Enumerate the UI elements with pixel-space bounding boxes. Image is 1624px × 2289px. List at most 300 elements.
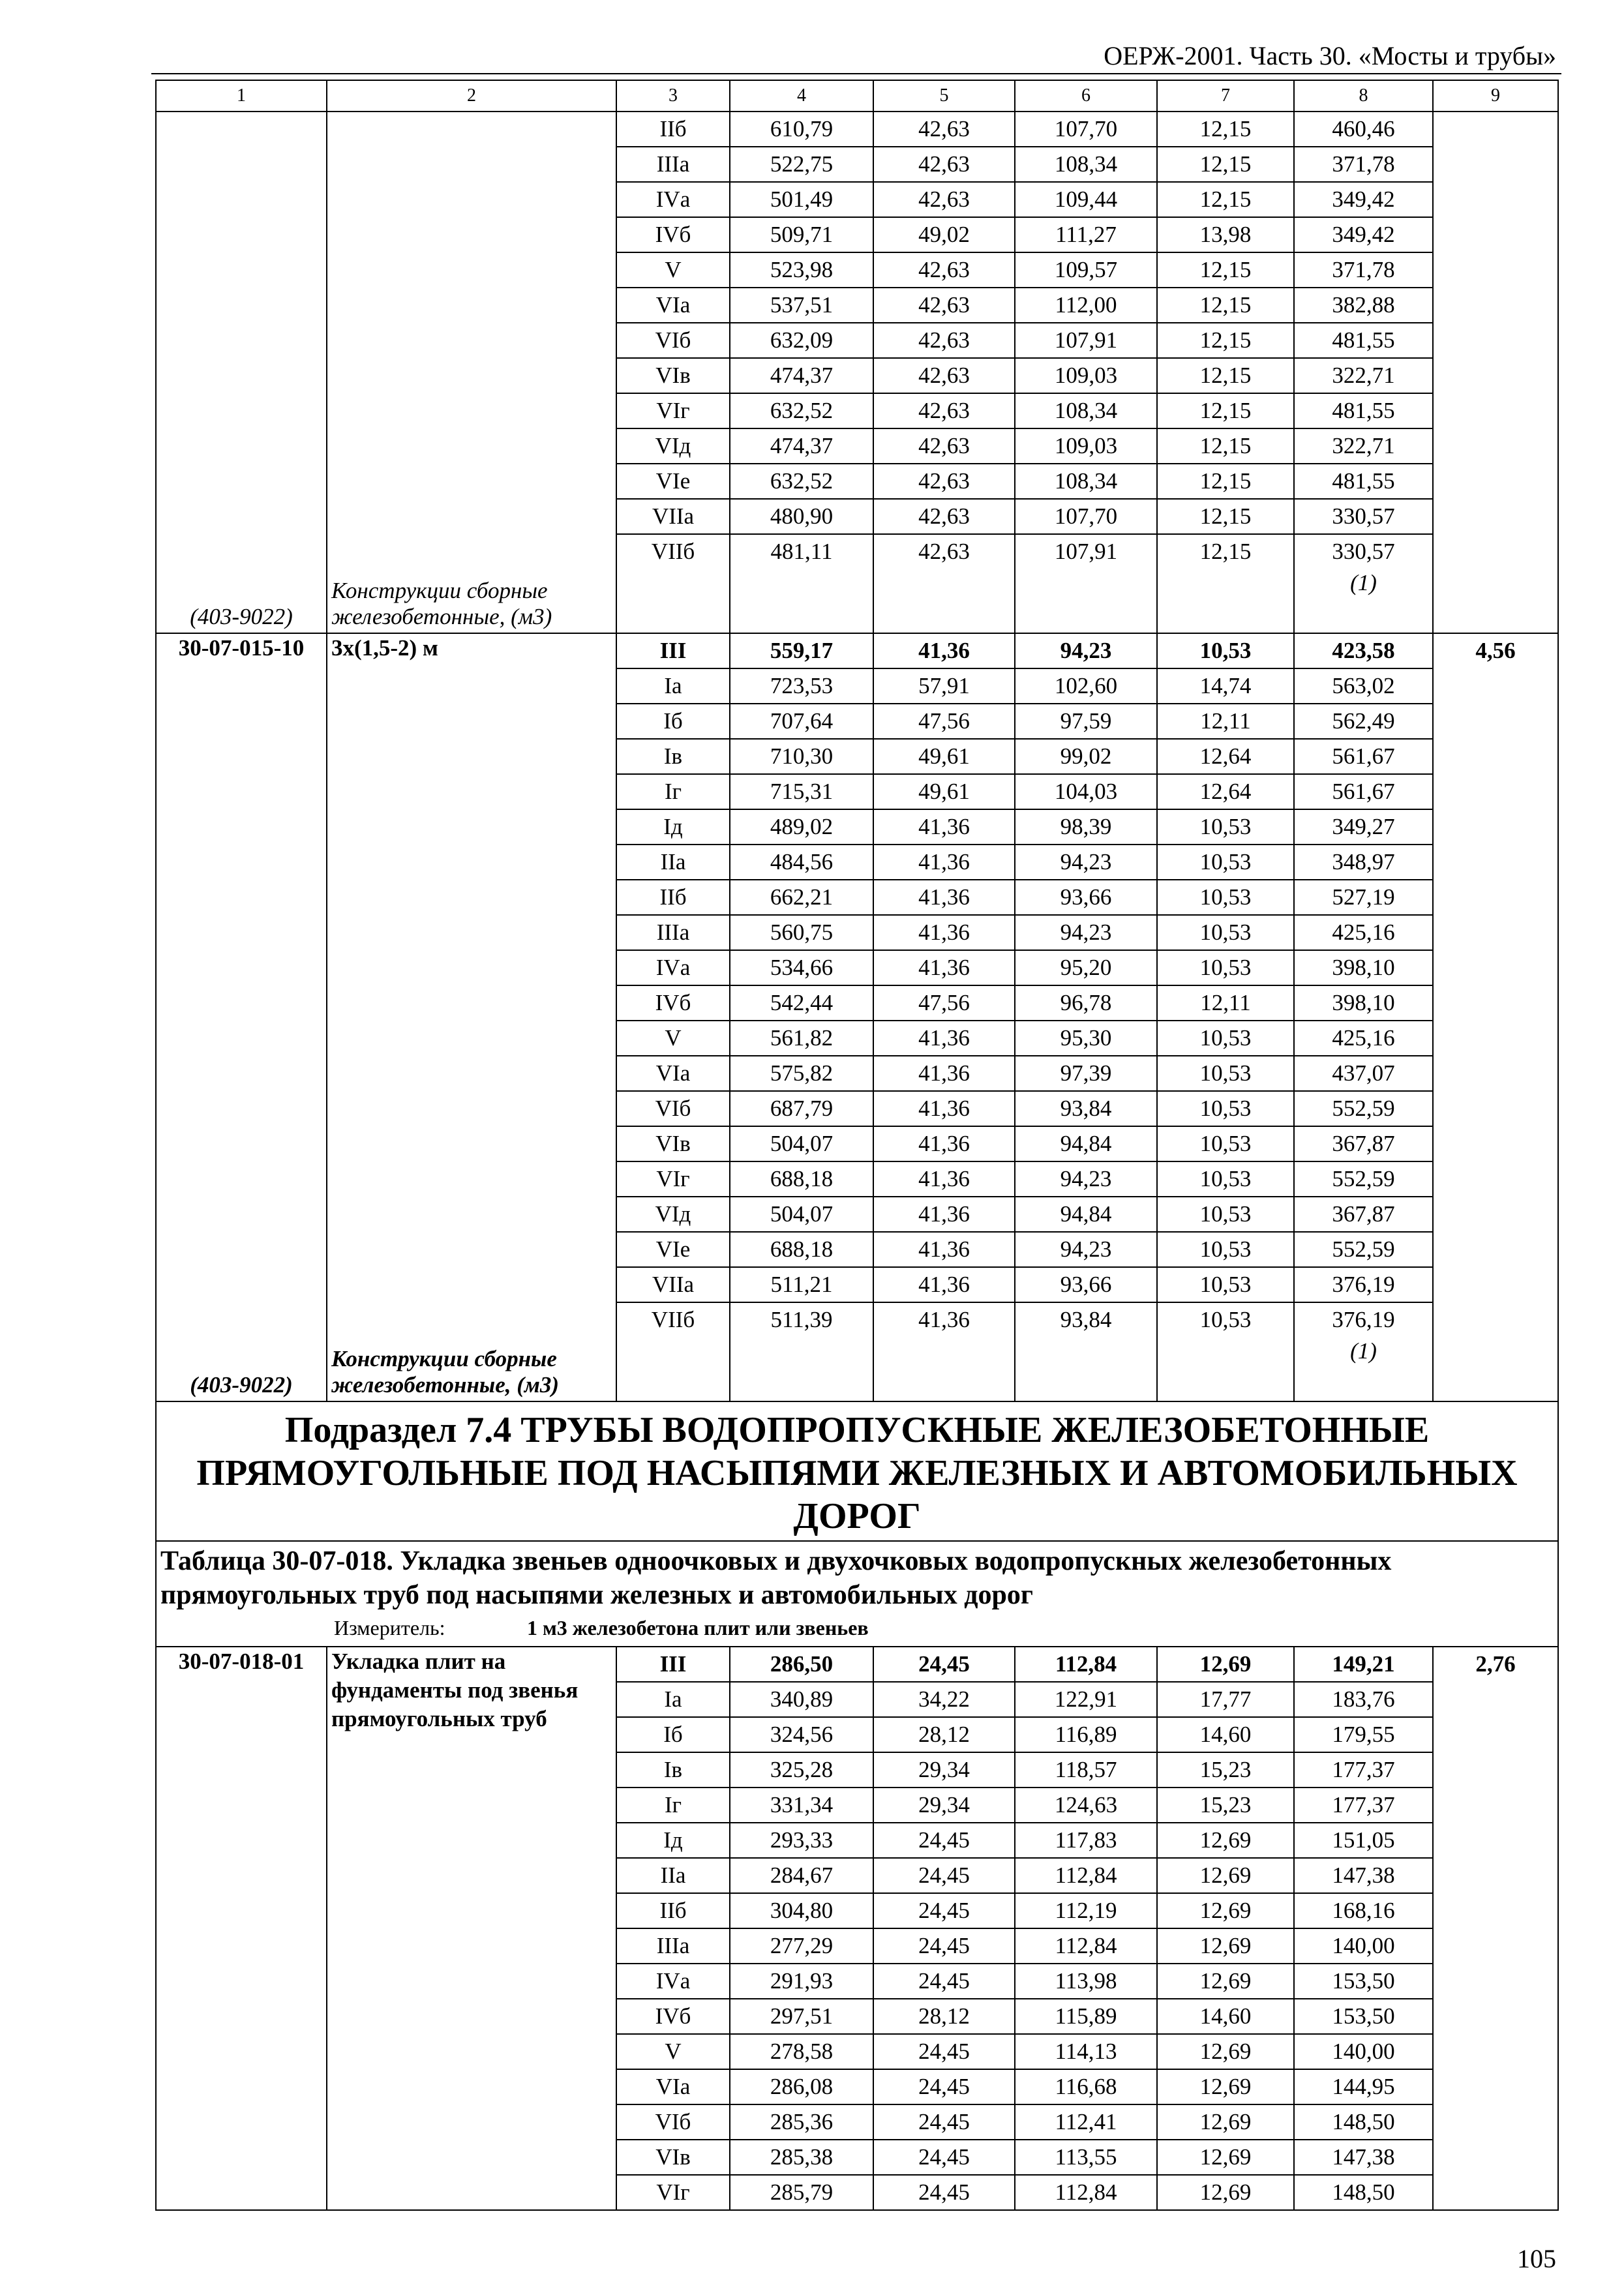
value: 41,36 (918, 849, 970, 875)
value: 147,38 (1332, 2144, 1395, 2170)
value-cell (1015, 2140, 1157, 2175)
zone-label: VIIб (651, 1307, 695, 1332)
value-cell (1157, 1647, 1294, 1682)
value-cell (1157, 739, 1294, 774)
zone-label: VIIа (652, 503, 695, 529)
value-cell (873, 985, 1015, 1021)
zone-label: Iа (664, 1686, 682, 1712)
value-cell (873, 217, 1015, 252)
value: 504,07 (770, 1201, 834, 1227)
value: 94,23 (1060, 638, 1112, 663)
value-cell (1294, 147, 1433, 182)
value-cell (873, 1267, 1015, 1302)
value-cell (873, 1232, 1015, 1267)
zone-cell (616, 739, 730, 774)
value-cell (730, 1752, 873, 1788)
value: 14,60 (1199, 1722, 1252, 1747)
zone-label: IIIа (656, 151, 690, 177)
value: 49,61 (918, 743, 970, 769)
value: 41,36 (918, 1307, 970, 1332)
value: 94,23 (1060, 849, 1112, 875)
value: 12,15 (1199, 363, 1252, 388)
value-cell (1015, 1197, 1157, 1232)
table-row (156, 112, 1558, 147)
value: 423,58 (1332, 638, 1395, 663)
value: 24,45 (918, 1827, 970, 1853)
value: 523,98 (770, 257, 834, 282)
zone-label: VIа (655, 292, 691, 318)
value: 94,23 (1060, 1166, 1112, 1191)
value: 41,36 (918, 955, 970, 980)
value-cell (1157, 147, 1294, 182)
value: 98,39 (1060, 814, 1112, 839)
value: 687,79 (770, 1096, 834, 1121)
value-cell (1157, 2140, 1294, 2175)
value-cell (1157, 1788, 1294, 1823)
value: 42,63 (918, 503, 970, 529)
value-cell (1294, 1232, 1433, 1267)
zone-label: Iв (663, 1757, 683, 1782)
value: 42,63 (918, 327, 970, 353)
value: 42,63 (918, 116, 970, 142)
zone-cell (616, 1091, 730, 1126)
value-cell (1157, 1021, 1294, 1056)
zone-label: Iд (663, 1827, 683, 1853)
value: 124,63 (1054, 1792, 1118, 1818)
value: 112,19 (1055, 1898, 1117, 1923)
value-cell (1157, 2175, 1294, 2210)
code-cell (156, 1647, 327, 2210)
value-cell (1294, 1788, 1433, 1823)
value: 325,28 (770, 1757, 834, 1782)
value-cell (730, 1302, 873, 1401)
value: 108,34 (1054, 151, 1118, 177)
value: 15,23 (1199, 1757, 1252, 1782)
value-cell (1015, 1126, 1157, 1161)
value-cell (1157, 1056, 1294, 1091)
value-cell (1015, 464, 1157, 499)
value-cell (1294, 1717, 1433, 1752)
zone-cell (616, 809, 730, 845)
value: 140,00 (1332, 1933, 1395, 1958)
value: 15,23 (1199, 1792, 1252, 1818)
zone-cell (616, 704, 730, 739)
value: 41,36 (918, 1096, 970, 1121)
value-cell (730, 1999, 873, 2034)
value-cell (730, 217, 873, 252)
code-cell (156, 633, 327, 1401)
value: 286,50 (770, 1651, 834, 1677)
value: 285,79 (770, 2179, 834, 2205)
value-cell (1015, 288, 1157, 323)
value-cell (730, 915, 873, 950)
value: 293,33 (770, 1827, 834, 1853)
value: 12,15 (1199, 468, 1252, 494)
value: 10,53 (1199, 1307, 1252, 1332)
col9-cell (1433, 112, 1558, 633)
value-cell (1294, 1161, 1433, 1197)
value: 24,45 (918, 2109, 970, 2134)
zone-label: V (665, 1025, 682, 1051)
zone-cell (616, 393, 730, 428)
value: 12,69 (1199, 2039, 1252, 2064)
value-cell (1294, 1858, 1433, 1893)
value: 42,63 (918, 187, 970, 212)
value: 10,53 (1199, 1060, 1252, 1086)
value-cell (873, 358, 1015, 393)
value: 376,19 (1332, 1272, 1395, 1297)
value: 710,30 (770, 743, 834, 769)
value: 610,79 (770, 116, 834, 142)
code-cell (156, 112, 327, 633)
value: 42,63 (918, 468, 970, 494)
value-cell (1015, 499, 1157, 534)
value: 534,66 (770, 955, 834, 980)
value-cell (1294, 668, 1433, 704)
value: 24,45 (918, 1968, 970, 1994)
value: 10,53 (1199, 638, 1252, 663)
value: 322,71 (1332, 363, 1395, 388)
zone-cell (616, 985, 730, 1021)
zone-cell (616, 633, 730, 668)
value: 24,45 (918, 1651, 970, 1677)
value-cell (873, 915, 1015, 950)
value: 41,36 (918, 1201, 970, 1227)
value: 12,15 (1199, 187, 1252, 212)
value-cell (1015, 252, 1157, 288)
value: 561,67 (1332, 743, 1395, 769)
zone-cell (616, 950, 730, 985)
zone-cell (616, 1858, 730, 1893)
value: 41,36 (918, 638, 970, 663)
zone-label: Iг (664, 1792, 682, 1818)
zone-label: VIв (655, 363, 691, 388)
value-cell (1294, 915, 1433, 950)
value-cell (730, 323, 873, 358)
value: 95,20 (1060, 955, 1112, 980)
value-cell (1294, 393, 1433, 428)
zone-cell (616, 1999, 730, 2034)
value: 116,68 (1055, 2074, 1117, 2099)
value-cell (1015, 112, 1157, 147)
value-cell (1015, 358, 1157, 393)
value: 112,41 (1055, 2109, 1117, 2134)
zone-label: IIб (659, 116, 687, 142)
value: 10,53 (1199, 814, 1252, 839)
value-cell (1294, 112, 1433, 147)
col-num: 4 (730, 80, 873, 112)
value-cell (1294, 845, 1433, 880)
value: 115,89 (1055, 2003, 1117, 2029)
value: 340,89 (770, 1686, 834, 1712)
value-cell (1157, 217, 1294, 252)
value-cell (873, 534, 1015, 633)
value: 297,51 (770, 2003, 834, 2029)
value-cell (873, 1964, 1015, 1999)
value: 117,83 (1055, 1827, 1117, 1853)
value-cell (873, 1091, 1015, 1126)
value: 104,03 (1054, 779, 1118, 804)
value-cell (730, 2175, 873, 2210)
value: 107,70 (1054, 503, 1118, 529)
zone-label: VIIа (652, 1272, 695, 1297)
value: 12,69 (1199, 1933, 1252, 1958)
value-cell (1294, 633, 1433, 668)
value-cell (1294, 1056, 1433, 1091)
value-cell (730, 1964, 873, 1999)
value: 93,66 (1060, 1272, 1112, 1297)
value-cell (1015, 880, 1157, 915)
value: 42,63 (918, 398, 970, 423)
resource-code: (403-9022) (190, 1372, 293, 1398)
value-cell (1294, 464, 1433, 499)
value: 12,15 (1199, 116, 1252, 142)
zone-cell (616, 1056, 730, 1091)
value: 41,36 (918, 814, 970, 839)
value-cell (873, 1999, 1015, 2034)
table-body-before (156, 80, 1558, 1401)
value: 324,56 (770, 1722, 834, 1747)
value: 632,09 (770, 327, 834, 353)
item-code: 30-07-018-01 (178, 1649, 305, 1674)
value-cell (1015, 809, 1157, 845)
value-cell (1157, 1999, 1294, 2034)
value-cell (1294, 774, 1433, 809)
zone-label: IIа (660, 849, 686, 875)
value-cell (1015, 1893, 1157, 1928)
value-cell (730, 393, 873, 428)
value: 41,36 (918, 1236, 970, 1262)
value: 559,17 (770, 638, 834, 663)
value-cell (873, 182, 1015, 217)
value: 93,66 (1060, 884, 1112, 910)
value-cell (1157, 464, 1294, 499)
value: 29,34 (918, 1757, 970, 1782)
value-cell (1015, 393, 1157, 428)
value-cell (1015, 1302, 1157, 1401)
value-cell (1015, 1267, 1157, 1302)
zone-label: Iа (664, 673, 682, 698)
value: 349,42 (1332, 222, 1395, 247)
value: 632,52 (770, 398, 834, 423)
value: 112,84 (1055, 1863, 1117, 1888)
value-cell (730, 950, 873, 985)
value-cell (1294, 1647, 1433, 1682)
col-num: 8 (1294, 80, 1433, 112)
table-row (156, 1647, 1558, 1682)
table-row (156, 633, 1558, 668)
col-num: 3 (616, 80, 730, 112)
value-cell (730, 2034, 873, 2069)
value: 114,13 (1055, 2039, 1117, 2064)
value: 291,93 (770, 1968, 834, 1994)
value-cell (873, 739, 1015, 774)
value: 481,55 (1332, 327, 1395, 353)
value: 29,34 (918, 1792, 970, 1818)
value-cell (1157, 774, 1294, 809)
item-name: 3х(1,5-2) м (331, 635, 438, 661)
value-cell (1294, 1267, 1433, 1302)
zone-label: VIб (655, 327, 691, 353)
value-cell (1294, 1197, 1433, 1232)
value: 118,57 (1055, 1757, 1117, 1782)
section-body (156, 1401, 1558, 1647)
value: 93,84 (1060, 1096, 1112, 1121)
value-cell (730, 2140, 873, 2175)
zone-cell (616, 534, 730, 633)
name-cell (327, 112, 616, 633)
zone-label: VIд (655, 1201, 691, 1227)
measure-line (156, 1613, 1558, 1647)
value-cell (1015, 534, 1157, 633)
zone-cell (616, 147, 730, 182)
value-cell (1157, 1126, 1294, 1161)
value-cell (730, 704, 873, 739)
value: 109,57 (1054, 257, 1118, 282)
item-name: Укладка плит на фундаменты под звенья прямоугольных труб (331, 1649, 579, 1731)
value-cell (873, 1056, 1015, 1091)
value: 10,53 (1199, 955, 1252, 980)
zone-label: VIе (655, 1236, 691, 1262)
value-cell (730, 1717, 873, 1752)
value: 107,91 (1054, 539, 1118, 564)
value-cell (873, 147, 1015, 182)
value: 24,45 (918, 2144, 970, 2170)
value: 147,38 (1332, 1863, 1395, 1888)
value-cell (1157, 1232, 1294, 1267)
value-cell (1294, 950, 1433, 985)
value: 109,03 (1054, 363, 1118, 388)
value-cell (1015, 2104, 1157, 2140)
value: 348,97 (1332, 849, 1395, 875)
value: 41,36 (918, 920, 970, 945)
value-cell (873, 2104, 1015, 2140)
value: 12,64 (1199, 743, 1252, 769)
value-cell (730, 358, 873, 393)
value-cell (730, 288, 873, 323)
value: 330,57 (1332, 539, 1395, 564)
zone-cell (616, 1823, 730, 1858)
value: 10,53 (1199, 1272, 1252, 1297)
value-cell (1294, 1682, 1433, 1717)
value-cell (1015, 1682, 1157, 1717)
value-cell (730, 1788, 873, 1823)
zone-cell (616, 1021, 730, 1056)
value-cell (873, 252, 1015, 288)
value: 285,36 (770, 2109, 834, 2134)
value: 28,12 (918, 2003, 970, 2029)
value: 522,75 (770, 151, 834, 177)
value: 382,88 (1332, 292, 1395, 318)
value-cell (1015, 217, 1157, 252)
value-cell (1015, 668, 1157, 704)
value-cell (730, 1682, 873, 1717)
value: 42,63 (918, 433, 970, 458)
zone-label: IIIа (656, 920, 690, 945)
value-cell (873, 1928, 1015, 1964)
value-cell (730, 1928, 873, 1964)
zone-cell (616, 1161, 730, 1197)
value: 94,23 (1060, 1236, 1112, 1262)
zone-label: IVа (655, 1968, 691, 1994)
value-cell (1015, 2069, 1157, 2104)
value-cell (1015, 1964, 1157, 1999)
value-cell (1294, 1823, 1433, 1858)
value-cell (1294, 1091, 1433, 1126)
value-cell (1015, 739, 1157, 774)
zone-cell (616, 880, 730, 915)
zone-cell (616, 2104, 730, 2140)
zone-label: III (659, 638, 687, 663)
value-cell (1294, 252, 1433, 288)
value: 349,42 (1332, 187, 1395, 212)
value: 112,84 (1055, 2179, 1117, 2205)
value: 537,51 (770, 292, 834, 318)
value-cell (1294, 2175, 1433, 2210)
value: 113,98 (1055, 1968, 1117, 1994)
zone-label: VIб (655, 2109, 691, 2134)
zone-label: VIа (655, 2074, 691, 2099)
value: 12,69 (1199, 1827, 1252, 1853)
zone-cell (616, 182, 730, 217)
value: 10,53 (1199, 884, 1252, 910)
value: 12,15 (1199, 327, 1252, 353)
value-cell (873, 1823, 1015, 1858)
col-num: 9 (1433, 80, 1558, 112)
value-cell (1157, 2069, 1294, 2104)
zone-cell (616, 1647, 730, 1682)
value-cell (730, 633, 873, 668)
value-cell (873, 1302, 1015, 1401)
value: 662,21 (770, 884, 834, 910)
value: 12,15 (1199, 433, 1252, 458)
col9-cell: 4,56 (1433, 633, 1558, 1401)
value: 425,16 (1332, 1025, 1395, 1051)
value-cell (873, 1682, 1015, 1717)
value-cell (1157, 950, 1294, 985)
value: 151,05 (1332, 1827, 1395, 1853)
zone-label: VIа (655, 1060, 691, 1086)
value-cell (730, 1267, 873, 1302)
value: 371,78 (1332, 257, 1395, 282)
value: 367,87 (1332, 1201, 1395, 1227)
resource-note: (1) (1350, 1338, 1377, 1364)
value-cell (873, 2140, 1015, 2175)
value-cell (1157, 1717, 1294, 1752)
zone-cell (616, 915, 730, 950)
value-cell (730, 809, 873, 845)
zone-cell (616, 668, 730, 704)
value: 481,55 (1332, 468, 1395, 494)
value: 102,60 (1054, 673, 1118, 698)
value: 688,18 (770, 1236, 834, 1262)
zone-label: Iг (664, 779, 682, 804)
value-cell (1157, 2104, 1294, 2140)
value-cell (873, 668, 1015, 704)
value: 12,69 (1199, 1898, 1252, 1923)
value-cell (873, 845, 1015, 880)
value-cell (1294, 182, 1433, 217)
running-title: ОЕРЖ-2001. Часть 30. «Мосты и трубы» (1104, 41, 1556, 70)
value: 542,44 (770, 990, 834, 1015)
value: 24,45 (918, 2074, 970, 2099)
col-num: 6 (1015, 80, 1157, 112)
value: 177,37 (1332, 1757, 1395, 1782)
value: 715,31 (770, 779, 834, 804)
value-cell (873, 1647, 1015, 1682)
measure-label: Измеритель: (334, 1616, 445, 1639)
value-cell (873, 1893, 1015, 1928)
